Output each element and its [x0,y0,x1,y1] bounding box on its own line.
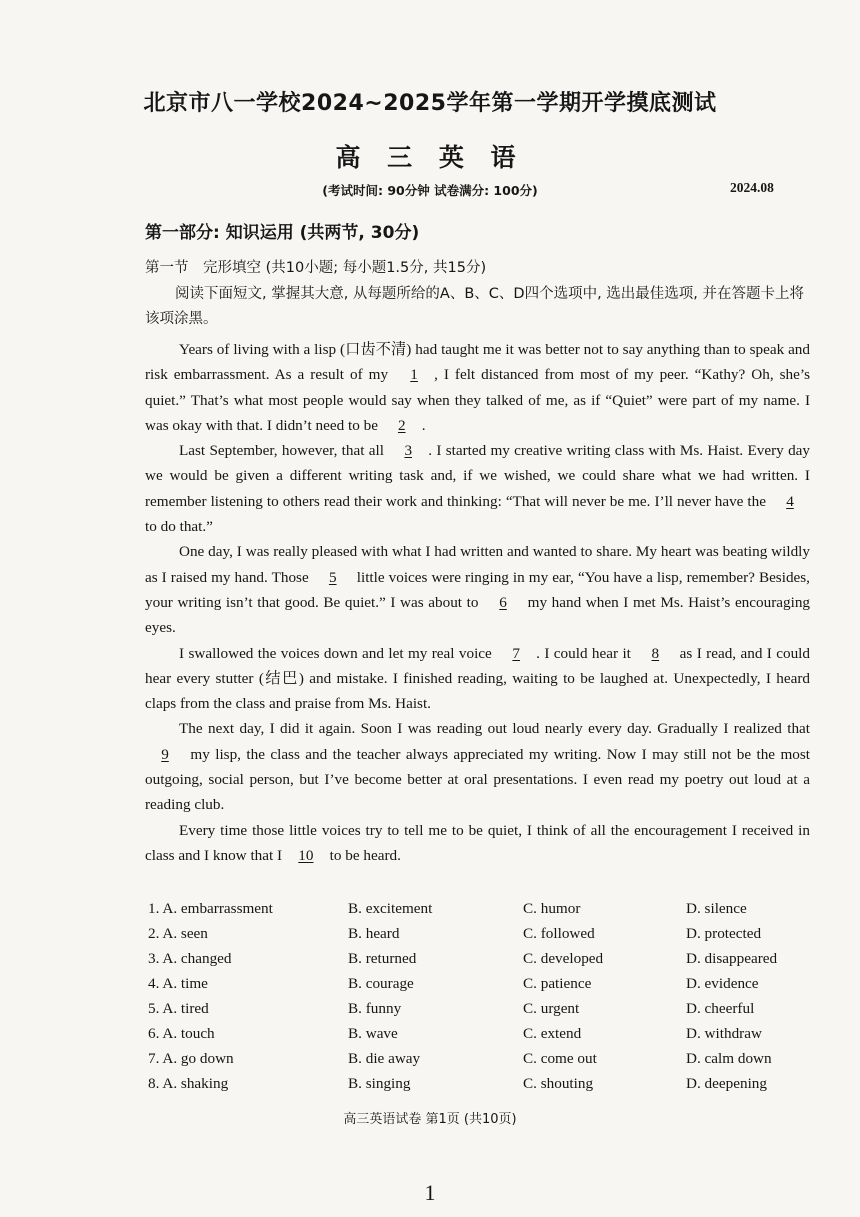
paragraph-4: I swallowed the voices down and let my real voice 7 . I could hear it 8 as I read, and I could hear every stutter (结巴) and mistake. I finished reading, waiting to be laughed at. Unexpectedly, I heard claps from the class and praise from Ms. Haist. [145,641,810,717]
option-b: B. wave [348,1024,398,1042]
option-row [148,946,818,971]
option-c: C. shouting [523,1074,594,1092]
paragraph-6: Every time those little voices try to tell me to be quiet, I think of all the encouragement I received in class and I know that I 10 to be heard. [145,818,810,869]
blank-10: 10 [298,846,314,864]
option-d: D. evidence [686,974,759,992]
exam-info: (考试时间: 90分钟 试卷满分: 100分) [322,183,538,198]
blank-6: 6 [499,593,507,611]
option-a: 2. A. seen [148,924,208,942]
blank-7: 7 [512,644,520,662]
blank-4: 4 [786,492,794,510]
option-b: B. heard [348,924,400,942]
page-number: 1 [424,1180,436,1205]
option-b: B. die away [348,1049,421,1067]
option-a: 5. A. tired [148,999,209,1017]
exam-date: 2024.08 [730,180,774,195]
option-c: C. humor [523,899,581,917]
answer-options [148,896,818,1096]
option-row [148,921,818,946]
option-b: B. returned [348,949,417,967]
paragraph-1: Years of living with a lisp (口齿不清) had taught me it was better not to say anything than to speak and risk embarrassment. As a result of my 1 , I felt distanced from most of my peer. “Kathy? Oh, she’s quiet.” That’s what most people would say when they talked of me, as if “Quiet” were part of my name. I was okay with that. I didn’t need to be 2 . [145,337,810,438]
option-b: B. funny [348,999,402,1017]
directions: 阅读下面短文, 掌握其大意, 从每题所给的A、B、C、D四个选项中, 选出最佳选项, 并在答题卡上将该项涂黑。 [145,286,805,327]
option-b: B. courage [348,974,414,992]
option-row [148,896,818,921]
option-a: 7. A. go down [148,1049,234,1067]
option-c: C. extend [523,1024,582,1042]
option-row [148,971,818,996]
option-d: D. calm down [686,1049,772,1067]
paragraph-3: One day, I was really pleased with what I had written and wanted to share. My heart was beating wildly as I raised my hand. Those 5 little voices were ringing in my ear, “You have a lisp, remember? Besides, your writing isn’t that good. Be quiet.” I was about to 6 my hand when I met Ms. Haist’s encouraging eyes. [145,543,811,637]
option-c: C. come out [523,1049,597,1067]
blank-9: 9 [161,745,169,763]
blank-1: 1 [410,366,418,384]
blank-2: 2 [397,416,406,434]
option-c: C. patience [523,974,592,992]
blank-8: 8 [651,644,660,662]
paragraph-2: Last September, however, that all 3 . I started my creative writing class with Ms. Haist. Every day we would be given a different writing task and, if we wished, we could share what we had written. I remember listening to others read their work and thinking: “That will never be me. I’ll never have the 4 to do that.” [145,438,810,539]
option-a: 3. A. changed [148,949,232,967]
option-a: 4. A. time [148,974,208,992]
option-row [148,1046,818,1071]
paragraph-5: The next day, I did it again. Soon I was reading out loud nearly every day. Gradually I realized that 9 my lisp, the class and the teacher always appreciated my writing. Now I may still not be the most outgoing, social person, but I’ve become better at oral presentations. I even read my poetry out loud at a reading club. [145,720,810,814]
option-d: D. cheerful [686,999,755,1017]
option-c: C. urgent [523,999,580,1017]
page-footer: 高三英语试卷 第1页 (共10页) [343,1112,517,1127]
option-c: C. followed [523,924,595,942]
option-row [148,1071,818,1096]
cloze-passage [145,337,810,868]
blank-3: 3 [404,442,413,460]
option-a: 6. A. touch [148,1024,215,1042]
option-row [148,996,818,1021]
subject-title: 高 三 英 语 [335,143,525,172]
option-b: B. singing [348,1074,411,1092]
option-d: D. deepening [686,1074,767,1092]
option-c: C. developed [523,949,604,967]
option-row [148,1021,818,1046]
option-a: 1. A. embarrassment [148,899,273,917]
option-d: D. withdraw [686,1024,762,1042]
option-d: D. disappeared [686,949,778,967]
section-title: 第一节 完形填空 (共10小题; 每小题1.5分, 共15分) [145,260,487,276]
blank-5: 5 [328,568,337,586]
option-a: 8. A. shaking [148,1074,229,1092]
option-b: B. excitement [348,899,433,917]
part-title: 第一部分: 知识运用 (共两节, 30分) [145,223,420,243]
option-d: D. silence [686,899,747,917]
option-d: D. protected [686,924,762,942]
school-title: 北京市八一学校2024~2025学年第一学期开学摸底测试 [143,91,717,116]
